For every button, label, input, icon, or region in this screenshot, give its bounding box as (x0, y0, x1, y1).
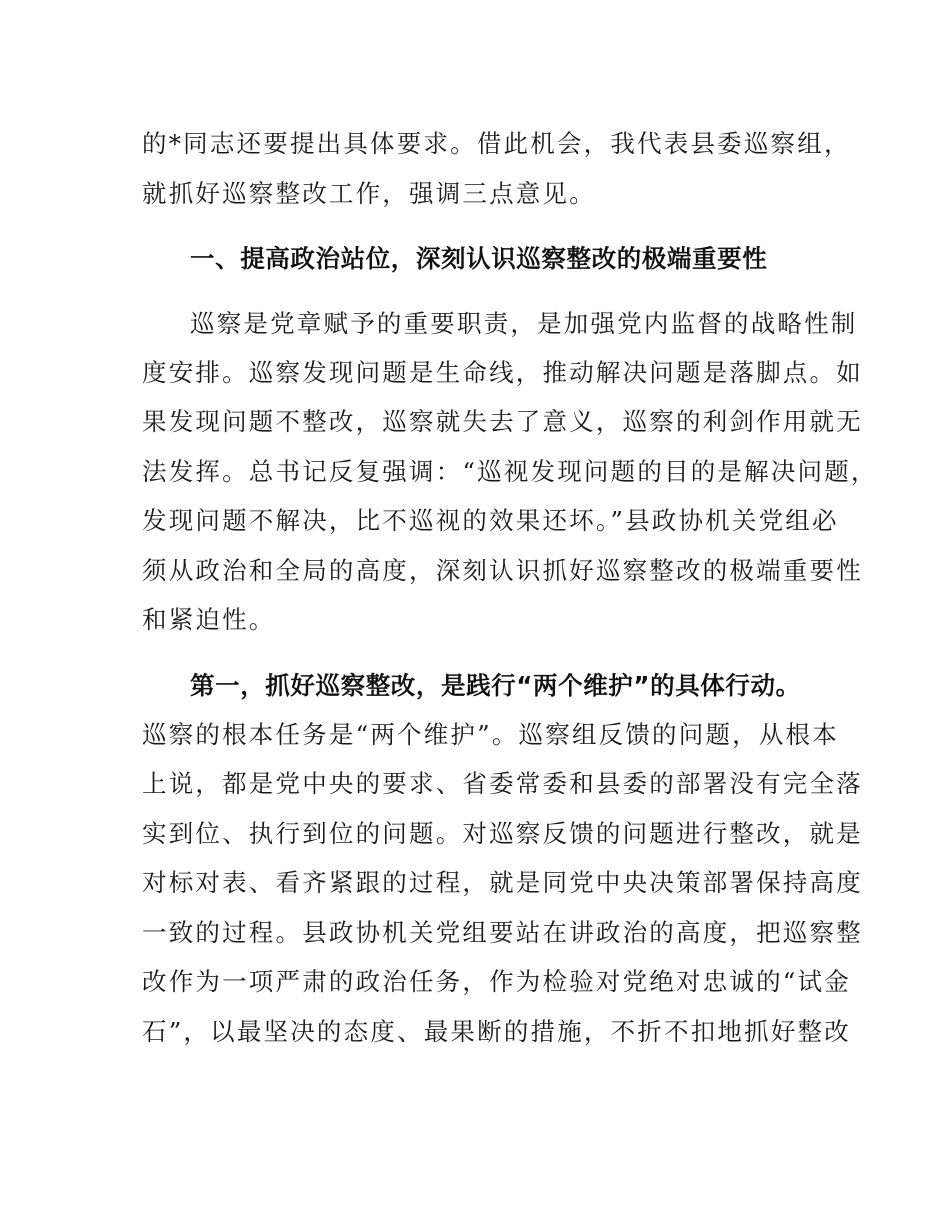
intro-line-2: 就抓好巡察整改工作，强调三点意见。 (142, 179, 596, 208)
paragraph-line: 法发挥。总书记反复强调：“巡视发现问题的目的是解决问题， (142, 457, 878, 486)
paragraph-line: 须从政治和全局的高度，深刻认识抓好巡察整改的极端重要性 (142, 556, 863, 585)
paragraph-line: 实到位、执行到位的问题。对巡察反馈的问题进行整改，就是 (142, 819, 863, 848)
section-heading-1: 一、提高政治站位，深刻认识巡察整改的极端重要性 (190, 244, 768, 273)
paragraph-line: 石”，以最坚决的态度、最果断的措施，不折不扣地抓好整改 (142, 1017, 851, 1046)
paragraph-line: 度安排。巡察发现问题是生命线，推动解决问题是落脚点。如 (142, 358, 863, 387)
paragraph-line: 一致的过程。县政协机关党组要站在讲政治的高度，把巡察整 (142, 918, 863, 947)
intro-line-1: 的*同志还要提出具体要求。借此机会，我代表县委巡察组， (142, 129, 851, 158)
paragraph-line: 发现问题不解决，比不巡视的效果还坏。”县政协机关党组必 (142, 506, 839, 535)
paragraph-line: 改作为一项严肃的政治任务，作为检验对党绝对忠诚的“试金 (142, 967, 851, 996)
paragraph-line: 巡察是党章赋予的重要职责，是加强党内监督的战略性制 (190, 309, 858, 338)
paragraph-line: 对标对表、看齐紧跟的过程，就是同党中央决策部署保持高度 (142, 868, 863, 897)
paragraph-line: 巡察的根本任务是“两个维护”。巡察组反馈的问题，从根本 (142, 720, 839, 749)
paragraph-line: 和紧迫性。 (142, 605, 276, 634)
point-heading-1: 第一，抓好巡察整改，是践行“两个维护”的具体行动。 (190, 671, 801, 700)
paragraph-line: 上说，都是党中央的要求、省委常委和县委的部署没有完全落 (142, 769, 863, 798)
paragraph-line: 果发现问题不整改，巡察就失去了意义，巡察的利剑作用就无 (142, 407, 863, 436)
